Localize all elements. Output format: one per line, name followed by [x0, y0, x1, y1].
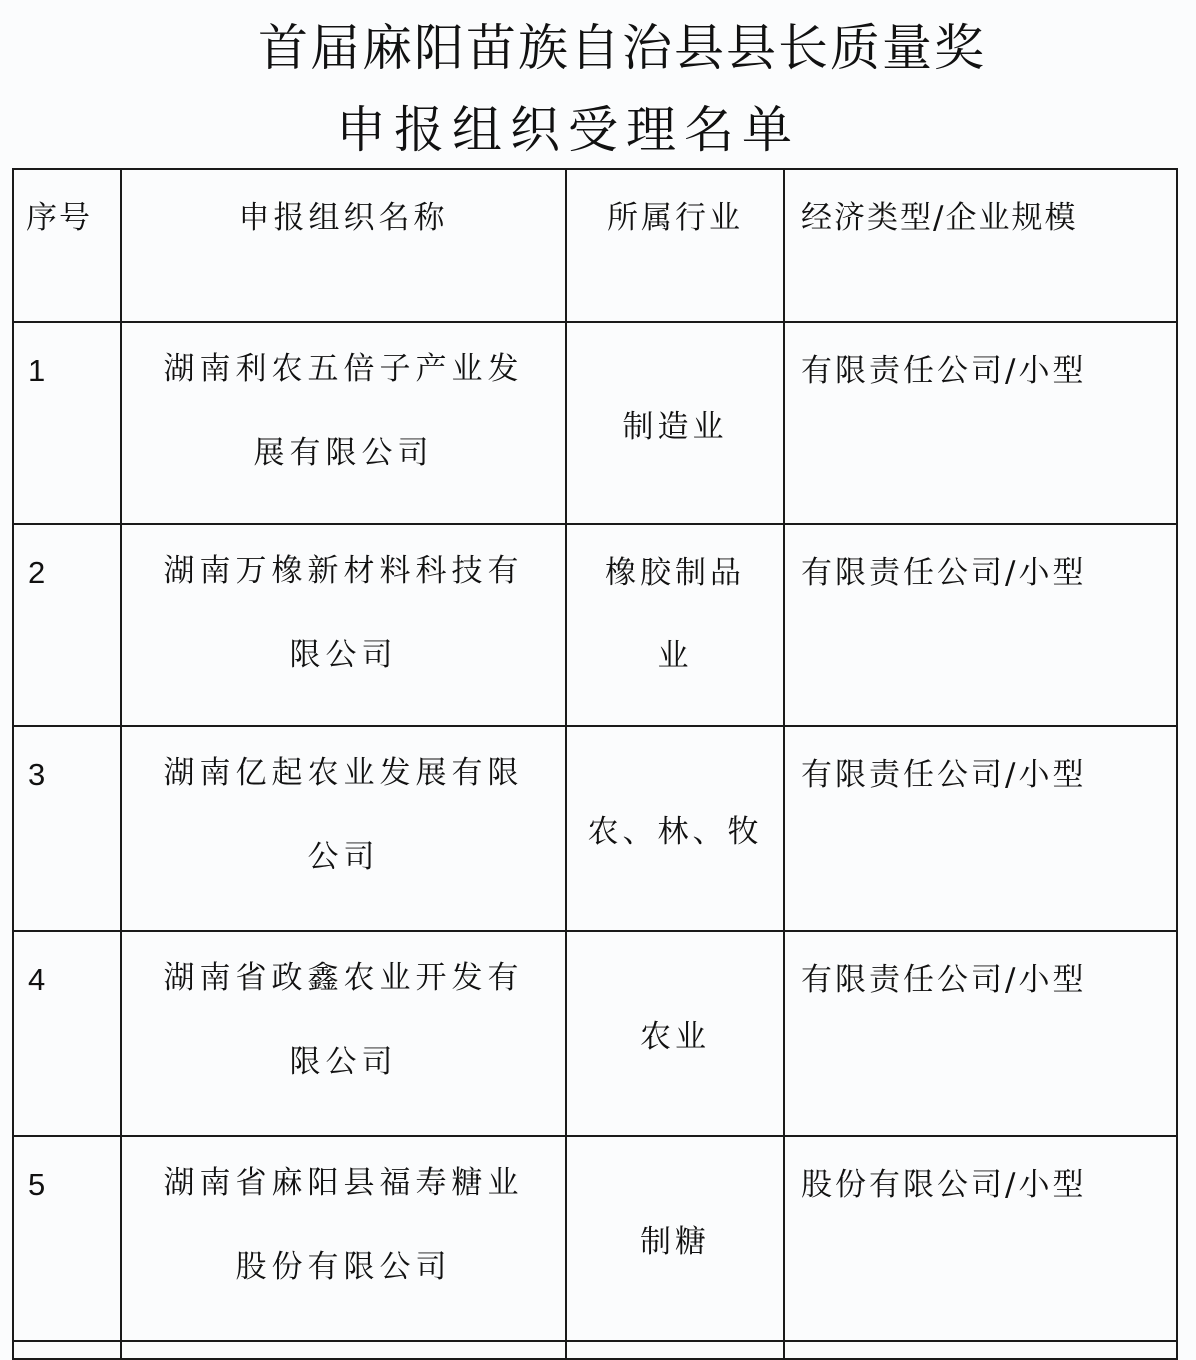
table-row	[13, 322, 1177, 524]
org-name-line1: 湖南省政鑫农业开发有	[163, 960, 524, 996]
cell-industry	[566, 322, 784, 524]
cell-org-name	[121, 1136, 566, 1341]
cell-org-name	[121, 524, 566, 726]
org-name-line2: 限公司	[289, 1044, 398, 1080]
applicant-table	[12, 168, 1178, 1360]
document-subtitle: 申报组织受理名单	[336, 101, 800, 159]
cell-index: 2	[13, 524, 121, 726]
cell-econ-type: 有限责任公司/小型	[784, 726, 1177, 931]
industry-line1: 农业	[640, 1019, 710, 1055]
table-row	[13, 726, 1177, 931]
header-index	[13, 169, 121, 322]
table-row	[13, 1136, 1177, 1341]
header-industry-label: 所属行业	[607, 200, 743, 236]
cell-empty	[121, 1341, 566, 1359]
table-row-partial	[13, 1341, 1177, 1359]
industry-line2: 业	[657, 638, 693, 674]
cell-industry	[566, 931, 784, 1136]
industry-line1: 橡胶制品	[605, 555, 745, 591]
org-name-line1: 湖南万橡新材料科技有	[163, 553, 524, 589]
header-org-name-label: 申报组织名称	[238, 200, 449, 236]
cell-org-name	[121, 931, 566, 1136]
cell-industry	[566, 726, 784, 931]
cell-empty	[13, 1341, 121, 1359]
table-row	[13, 931, 1177, 1136]
industry-line1: 制糖	[640, 1224, 710, 1260]
header-econ-type-label: 经济类型/企业规模	[801, 200, 1078, 236]
header-org-name	[121, 169, 566, 322]
cell-org-name	[121, 726, 566, 931]
cell-index: 3	[13, 726, 121, 931]
header-index-label: 序号	[26, 200, 92, 236]
cell-industry	[566, 1136, 784, 1341]
cell-org-name	[121, 322, 566, 524]
org-name-line1: 湖南省麻阳县福寿糖业	[163, 1165, 524, 1201]
cell-industry	[566, 524, 784, 726]
cell-index: 5	[13, 1136, 121, 1341]
cell-index: 1	[13, 322, 121, 524]
industry-line1: 制造业	[622, 408, 728, 445]
cell-empty	[784, 1341, 1177, 1359]
org-name-line1: 湖南亿起农业发展有限	[163, 755, 524, 791]
industry-line1: 农、林、牧	[587, 814, 763, 850]
org-name-line2: 限公司	[289, 637, 398, 673]
cell-index: 4	[13, 931, 121, 1136]
header-industry	[566, 169, 784, 322]
header-econ-type	[784, 169, 1177, 322]
org-name-line1: 湖南利农五倍子产业发	[163, 351, 524, 387]
table-header-row	[13, 169, 1177, 322]
org-name-line2: 股份有限公司	[235, 1249, 452, 1285]
cell-econ-type: 股份有限公司/小型	[784, 1136, 1177, 1341]
cell-econ-type: 有限责任公司/小型	[784, 524, 1177, 726]
cell-econ-type: 有限责任公司/小型	[784, 931, 1177, 1136]
table-row	[13, 524, 1177, 726]
document-title: 首届麻阳苗族自治县县长质量奖	[258, 19, 986, 77]
org-name-line2: 公司	[307, 839, 380, 875]
cell-econ-type: 有限责任公司/小型	[784, 322, 1177, 524]
cell-empty	[566, 1341, 784, 1359]
org-name-line2: 展有限公司	[253, 435, 434, 471]
